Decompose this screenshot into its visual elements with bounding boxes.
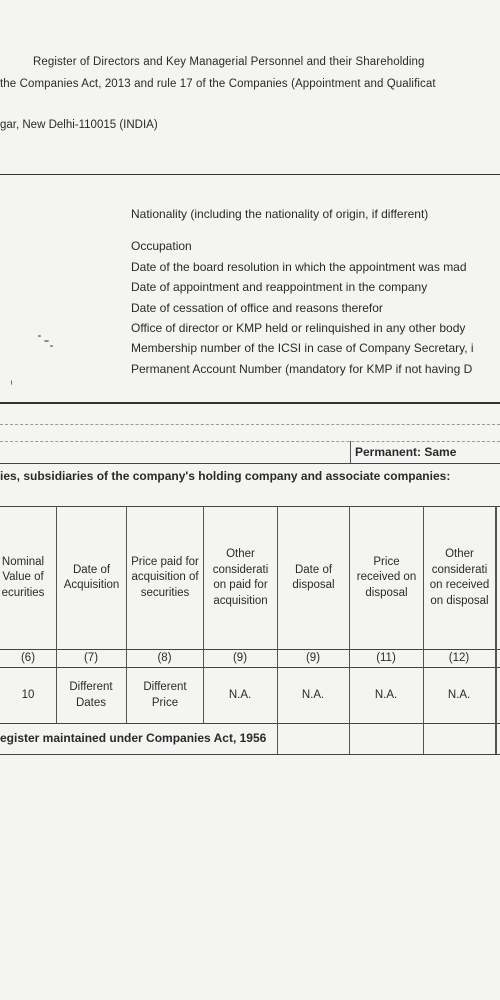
- table-bottom-border: [0, 754, 500, 755]
- register-subtitle: the Companies Act, 2013 and rule 17 of the Companies (Appointment and Qualificat: [0, 78, 436, 90]
- table-value-bottom: [0, 723, 500, 724]
- info-board-resolution-date: Date of the board resolution in which the appointment was mad: [131, 259, 467, 274]
- dashed-rule: [0, 424, 500, 425]
- dashed-rule: [0, 441, 500, 442]
- col-number: (6): [20, 651, 36, 664]
- divider-top: [0, 174, 500, 175]
- disposal-date-value: N.A.: [301, 688, 325, 701]
- register-title: Register of Directors and Key Managerial Personnel and their Shareholding: [33, 56, 425, 68]
- acquisition-date-value: Different Dates: [69, 681, 113, 709]
- col-divider: [495, 506, 497, 754]
- info-appointment-date: Date of appointment and reappointment in the company: [131, 280, 428, 295]
- col-number: (9): [305, 651, 321, 664]
- col-header-price-received: Price received on disposal: [356, 555, 417, 599]
- divider-thick: [0, 402, 500, 404]
- price-paid-value: Different Price: [143, 681, 187, 709]
- price-received-value: N.A.: [374, 688, 398, 701]
- col-number: (9): [232, 651, 248, 664]
- col-number: (7): [83, 651, 99, 664]
- company-address: gar, New Delhi-110015 (INDIA): [0, 119, 158, 131]
- col-number: (8): [157, 651, 172, 664]
- info-pan: Permanent Account Number (mandatory for KMP if not having D: [131, 361, 473, 376]
- col-header-other-consideration-received: Other considerati on received on disposal: [429, 548, 490, 607]
- table-top-border: [0, 506, 500, 507]
- address-row-bottom: [0, 463, 500, 464]
- register-footer-note: egister maintained under Companies Act, 1956: [0, 731, 267, 745]
- scan-speck: [38, 335, 41, 337]
- col-header-nominal-value: Nominal Value of ecurities: [1, 555, 45, 599]
- address-cell-divider: [350, 441, 351, 463]
- info-icsi-membership: Membership number of the ICSI in case of Company Secretary, i: [131, 341, 474, 356]
- col-header-date-of-disposal: Date of disposal: [292, 563, 335, 591]
- permanent-address: Permanent: Same: [355, 445, 457, 459]
- col-header-price-paid: Price paid for acquisition of securities: [131, 555, 199, 599]
- col-header-other-consideration-paid: Other considerati on paid for acquisition: [212, 548, 269, 607]
- info-cessation-date: Date of cessation of office and reasons therefor: [131, 300, 383, 315]
- other-consideration-paid-value: N.A.: [228, 688, 252, 701]
- securities-heading: ies, subsidiaries of the company's holding company and associate companies:: [0, 469, 451, 483]
- col-number: (12): [448, 651, 470, 664]
- scan-speck: [44, 340, 49, 342]
- info-nationality: Nationality (including the nationality of origin, if different): [131, 207, 429, 221]
- info-occupation: Occupation: [131, 239, 192, 254]
- scan-speck: [11, 380, 12, 385]
- scan-speck: [50, 345, 53, 347]
- other-consideration-received-value: N.A.: [447, 688, 471, 701]
- info-other-office: Office of director or KMP held or relinquished in any other body: [131, 321, 466, 336]
- col-number: (11): [376, 651, 396, 664]
- col-header-date-of-acquisition: Date of Acquisition: [63, 563, 120, 591]
- nominal-value: 10: [21, 688, 35, 701]
- director-info-list: [131, 204, 474, 379]
